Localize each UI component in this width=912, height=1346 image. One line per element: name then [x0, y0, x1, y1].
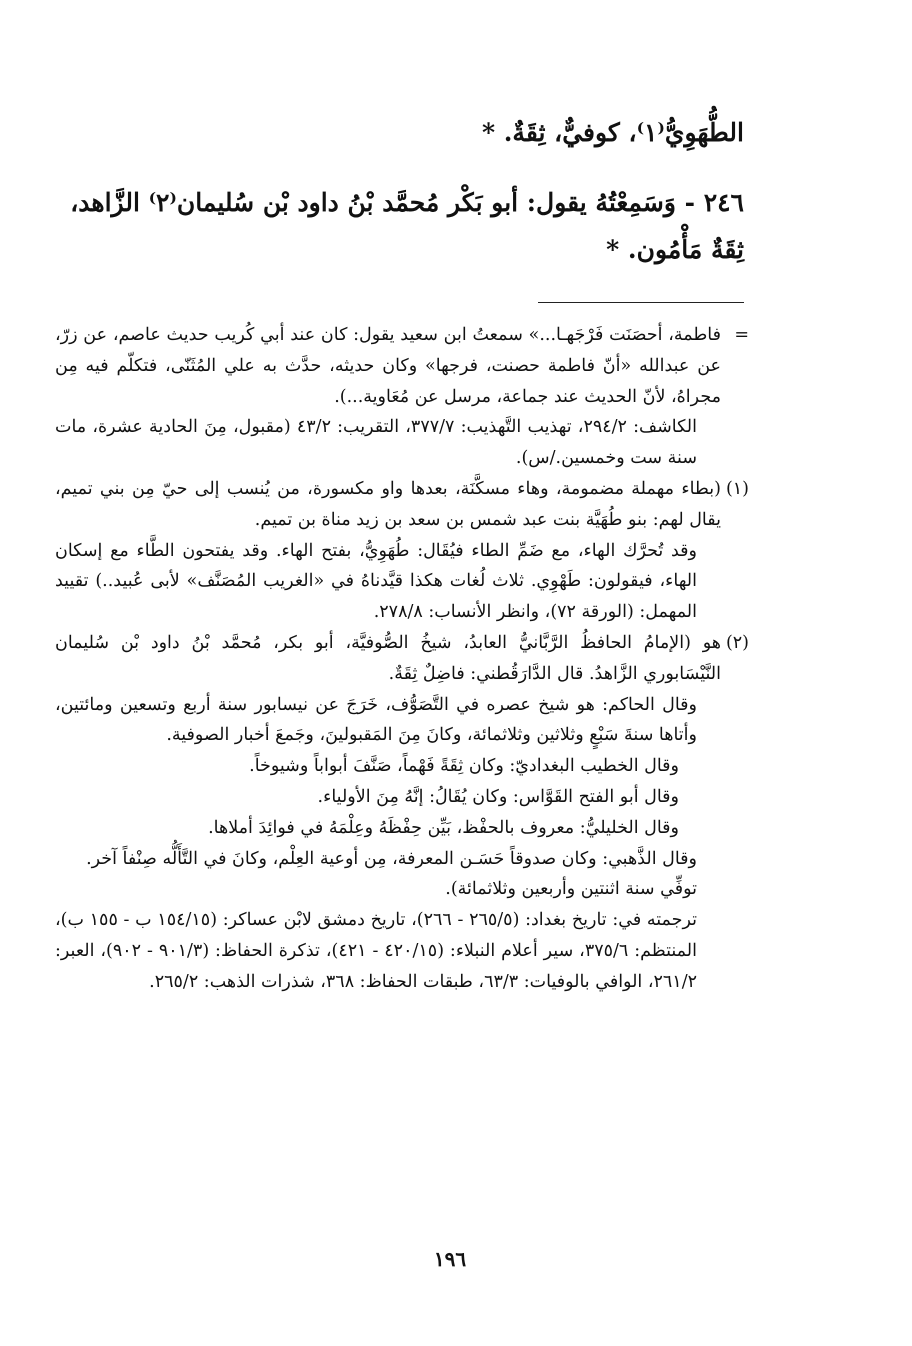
footnote-paragraph: وقال الخطيب البغداديّ: وكان ثِقَةً فَهْماً، صَنَّفَ أبواباً وشيوخاً. [249, 756, 679, 777]
footnote-paragraph: وقال الذَّهبي: وكان صدوقاً حَسَـن المعرفة، مِن أوعية العِلْم، وكانَ في التَّأَلُّه صِنْفاً آخر. [86, 848, 697, 869]
main-line-2: ٢٤٦ - وَسَمِعْتُهُ يقول: أبو بَكْر مُحمَّد بْنُ داود بْن سُليمان⁽٢⁾ الزَّاهد، [70, 188, 744, 217]
footnotes [55, 320, 749, 998]
footnote-continuation [55, 320, 749, 474]
main-line-1: الطُّهَوِيُّ⁽١⁾، كوفيٌّ، ثِقَةٌ. * [481, 118, 744, 147]
footnote-paragraph: وقال أبو الفتح القَوَّاس: وكان يُقَالُ: إنَّهُ مِنَ الأولياء. [317, 786, 679, 807]
footnote-divider [538, 302, 744, 303]
footnote-1-mark: (١) [725, 478, 749, 499]
footnote-paragraph: وقد تُحرَّك الهاء، مع ضَمِّ الطاء فيُقَال: طُهَوِيُّ، بفتح الهاء. وقد يفتحون الطَّاء مع إسكان الهاء، فيقولون: طَهْوِي. ثلاث لُغات هكذا قيَّدناهُ في «الغريب المُصَنَّف» لأبى عُبيد..) تقييد المهمل: (الورقة ٧٢)، وانظر الأنساب: ٢٧٨/٨. [55, 540, 697, 623]
footnote-2 [55, 628, 749, 998]
footnote-paragraph: وقال الخليليُّ: معروف بالحفْظ، بَيِّن حِفْظَهُ وعِلْمَهُ في فوائِدَ أملاها. [208, 817, 679, 838]
footnote-1 [55, 474, 749, 628]
footnote-2-mark: (٢) [725, 632, 749, 653]
footnote-paragraph: فاطمة، أحصَنَت فَرْجَهـا...» سمعتُ ابن سعيد يقول: كان عند أبي كُريب حديث عاصم، عن زرّ، عن عبدالله «أنّ فاطمة حصنت، فرجها» وكان حديثه، حدَّث به علي المُثَنّى، فتكلّم فيه مِن مجراهُ، لأنّ الحديث عند جماعة، مرسل عن مُعَاوية...). [55, 325, 721, 407]
continuation-mark: = [734, 325, 749, 345]
footnote-paragraph: (بطاء مهملة مضمومة، وهاء مسكَّنَة، بعدها واو مكسورة، من يُنسب إلى حيّ مِن بني تميم، يقال لهم: بنو طُهَيَّة بنت عبد شمس بن سعد بن زيد مناة بن تميم. [55, 478, 721, 530]
entry-number: ٢٤٦ [703, 188, 744, 217]
page-number: ١٩٦ [433, 1247, 467, 1271]
footnote-paragraph: الكاشف: ٢٩٤/٢، تهذيب التَّهذيب: ٣٧٧/٧، التقريب: ٤٣/٢ (مقبول، مِنَ الحادية عشرة، مات سنة ست وخمسين./س). [55, 417, 697, 469]
footnote-paragraph: ترجمته في: تاريخ بغداد: (٢٦٥/٥ - ٢٦٦)، تاريخ دمشق لابْن عساكر: (١٥٤/١٥ ب - ١٥٥ ب)، المنتظم: ٣٧٥/٦، سير أعلام النبلاء: (٤٢٠/١٥ - ٤٢١)، تذكرة الحفاظ: (٩٠١/٣ - ٩٠٢)، العبر: ٢٦١/٢، الوافي بالوفيات: ٦٣/٣، طبقات الحفاظ: ٣٦٨، شذرات الذهب: ٢٦٥/٢. [55, 910, 697, 992]
entry-text: وَسَمِعْتُهُ يقول: أبو بَكْر مُحمَّد بْنُ داود بْن سُليمان⁽٢⁾ الزَّاهد، [70, 188, 676, 217]
footnote-paragraph: هو (الإمامُ الحافظُ الرَّبَّانيُّ العابدُ، شيخُ الصُّوفيَّة، أبو بكر، مُحمَّد بْنُ داود بْن سُليمان النَّيْسَابوري الزَّاهدُ. قال الدَّارَقُطني: فاضِلٌ ثِقَةٌ. [55, 632, 721, 684]
main-line-3: ثِقَةٌ مَأْمُون. * [606, 235, 744, 264]
footnote-paragraph: وقال الحاكم: هو شيخ عصره في التَّصَوُّف، خَرَجَ عن نيسابور سنة أربع وتسعين ومائتين، وأتاها سنةَ سَبْعٍ وثلاثين وثلاثمائة، وكانَ مِنَ المَقبولينَ، وجَمعَ أخبار الصوفية. [55, 694, 697, 746]
footnote-paragraph: توفِّي سنة اثنتين وأربعين وثلاثمائة). [445, 879, 697, 900]
